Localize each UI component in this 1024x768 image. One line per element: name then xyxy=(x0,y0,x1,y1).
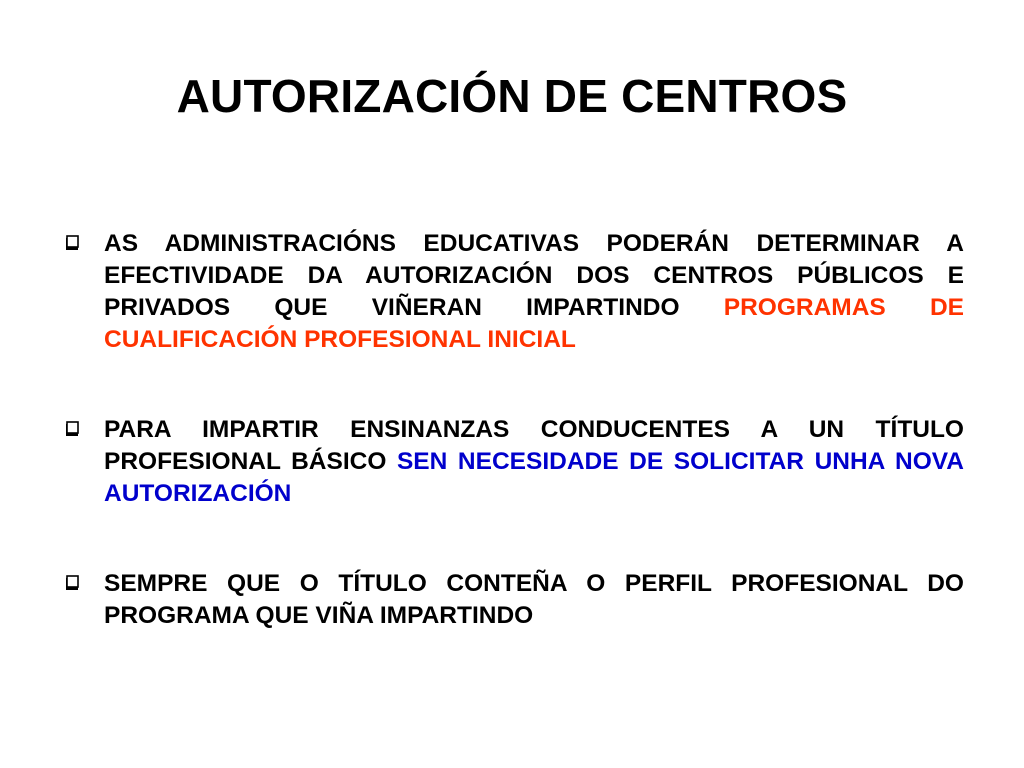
slide-title: AUTORIZACIÓN DE CENTROS xyxy=(176,70,848,122)
bullet-list xyxy=(64,228,964,632)
checkbox-bullet-icon xyxy=(66,575,81,590)
bullet-text xyxy=(104,414,964,510)
bullet-item xyxy=(64,414,964,510)
bullet-highlight: PROGRAMAS DE CUALIFICACIÓN PROFESIONAL INICIAL xyxy=(104,294,964,353)
bullet-body: AS ADMINISTRACIÓNS EDUCATIVAS PODERÁN DETERMINAR A EFECTIVIDADE DA AUTORIZACIÓN DOS CENTROS PÚBLICOS E PRIVADOS QUE VIÑERAN IMPARTINDO xyxy=(104,230,964,321)
bullet-text xyxy=(104,568,964,632)
bullet-text xyxy=(104,228,964,356)
bullet-highlight: SEN NECESIDADE DE SOLICITAR UNHA NOVA AUTORIZACIÓN xyxy=(104,448,964,507)
bullet-item xyxy=(64,568,964,632)
checkbox-bullet-icon xyxy=(66,421,81,436)
bullet-body: SEMPRE QUE O TÍTULO CONTEÑA O PERFIL PROFESIONAL DO PROGRAMA QUE VIÑA IMPARTINDO xyxy=(104,570,964,629)
bullet-item xyxy=(64,228,964,356)
checkbox-bullet-icon xyxy=(66,235,81,250)
bullet-body: PARA IMPARTIR ENSINANZAS CONDUCENTES A UN TÍTULO PROFESIONAL BÁSICO xyxy=(104,416,964,475)
